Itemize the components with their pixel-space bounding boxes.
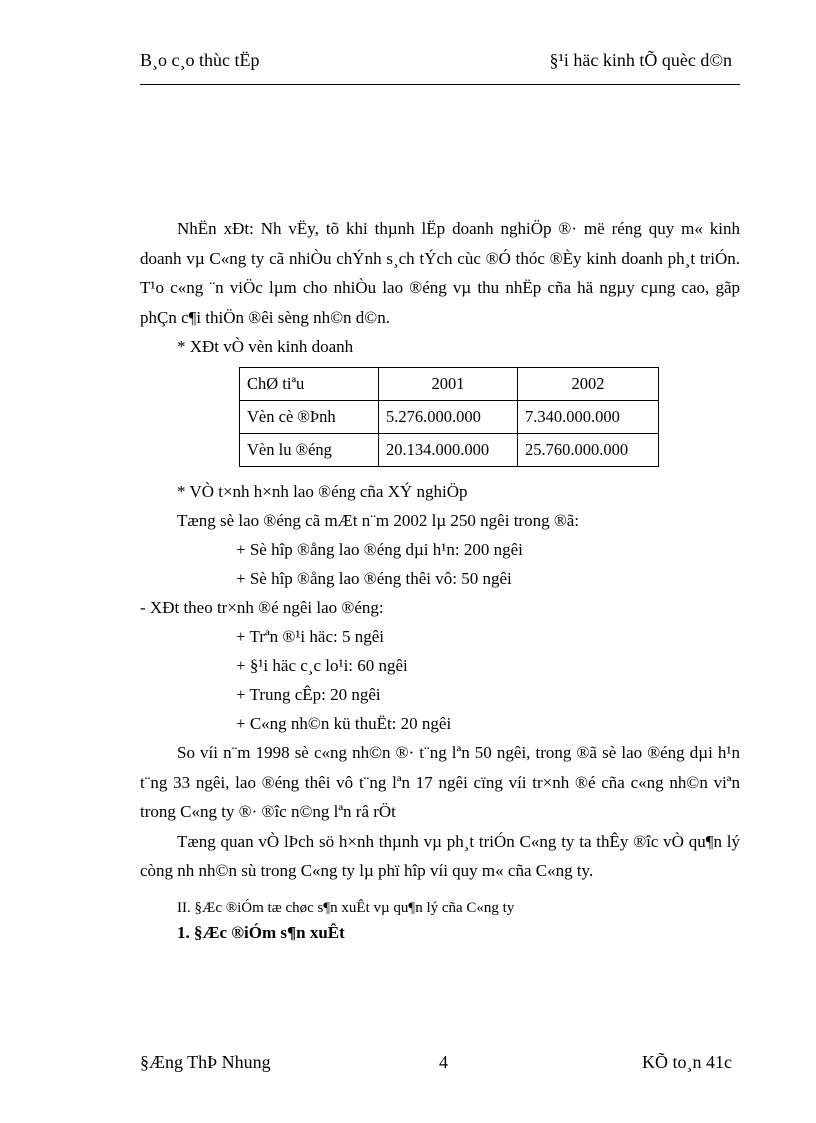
subsection-heading-1: 1. §Æc ®iÓm s¶n xuÊt xyxy=(177,922,345,942)
table-row xyxy=(240,434,659,467)
footer-class: KÕ to¸n 41c xyxy=(642,1052,732,1072)
table-cell: 20.134.000.000 xyxy=(379,434,518,467)
table-cell: 7.340.000.000 xyxy=(518,401,659,434)
table-cell: 25.760.000.000 xyxy=(518,434,659,467)
list-item: + §¹i häc c¸c lo¹i: 60 ngêi xyxy=(236,656,408,675)
level-heading: - XÐt theo tr×nh ®é ngêi lao ®éng: xyxy=(140,598,384,617)
header-report-title: B¸o c¸o thùc tËp xyxy=(140,50,260,70)
workforce-heading: * VÒ t×nh h×nh lao ®éng cña XÝ nghiÖp xyxy=(177,482,468,501)
table-row xyxy=(240,401,659,434)
paragraph-comparison: So víi n¨m 1998 sè c«ng nh©n ®· t¨ng lªn 50 ngêi, trong ®ã sè lao ®éng dµi h¹n t¨ng 33 ngêi, lao ®éng thêi vô t¨ng lªn 17 ngêi cïng víi tr×nh ®é cña c«ng nh©n viªn trong C«ng ty ®· ®îc n©ng lªn râ rÖt xyxy=(140,743,740,821)
footer-author: §Æng ThÞ Nhung xyxy=(140,1052,271,1072)
list-item: + Trung cÊp: 20 ngêi xyxy=(236,685,381,704)
footer-page-number: 4 xyxy=(439,1052,448,1072)
capital-table xyxy=(239,367,659,467)
list-item: + Sè hîp ®ång lao ®éng dµi h¹n: 200 ngêi xyxy=(236,540,523,559)
header-rule xyxy=(140,84,740,85)
paragraph-overview: Tæng quan vÒ lÞch sö h×nh thµnh vµ ph¸t triÓn C«ng ty ta thÊy ®îc vÒ qu¶n lý còng nh nh©n sù trong C«ng ty lµ phï hîp víi quy m« cña C«ng ty. xyxy=(140,831,740,880)
paragraph-assessment: NhËn xÐt: Nh vËy, tõ khi thµnh lËp doanh nghiÖp ®· më réng quy m« kinh doanh vµ C«ng ty cã nhiÒu chÝnh s¸ch tÝch cùc ®Ó thóc ®Èy kinh doanh ph¸t triÓn. T¹o c«ng ¨n viÖc lµm cho nhiÒu lao ®éng vµ thu nhËp cña hä ngµy cµng cao, gãp phÇn c¶i thiÖn ®êi sèng nh©n d©n. xyxy=(140,219,740,327)
list-item: + C«ng nh©n kü thuËt: 20 ngêi xyxy=(236,714,452,733)
list-item: + Sè hîp ®ång lao ®éng thêi vô: 50 ngêi xyxy=(236,569,512,588)
page-footer xyxy=(140,1052,732,1078)
table-header-row xyxy=(240,368,659,401)
page-body xyxy=(140,214,740,943)
section-heading-ii: II. §Æc ®iÓm tæ chøc s¶n xuÊt vµ qu¶n lý cña C«ng ty xyxy=(177,899,515,916)
total-workforce-line: Tæng sè lao ®éng cã mÆt n¨m 2002 lµ 250 ngêi trong ®ã: xyxy=(177,511,580,530)
header-university: §¹i häc kinh tÕ quèc d©n xyxy=(549,50,732,70)
table-header-cell: 2001 xyxy=(379,368,518,401)
table-cell: 5.276.000.000 xyxy=(379,401,518,434)
capital-heading: * XÐt vÒ vèn kinh doanh xyxy=(177,337,354,356)
table-header-cell: 2002 xyxy=(518,368,659,401)
page-header xyxy=(140,50,732,76)
table-cell: Vèn lu ®éng xyxy=(240,434,379,467)
table-cell: Vèn cè ®Þnh xyxy=(240,401,379,434)
table-header-cell: ChØ tiªu xyxy=(240,368,379,401)
list-item: + Trªn ®¹i häc: 5 ngêi xyxy=(236,627,384,646)
